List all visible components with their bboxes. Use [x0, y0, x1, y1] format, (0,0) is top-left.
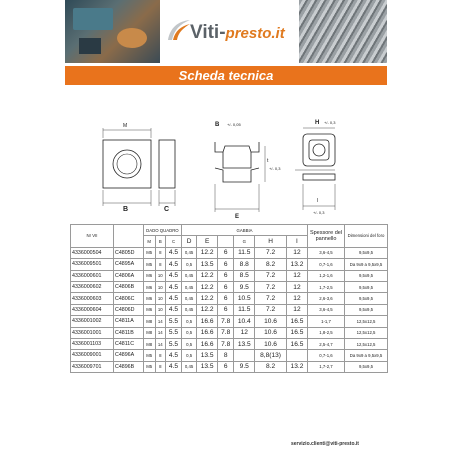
hdr-nr: Nr VII — [71, 225, 114, 248]
cell-g: 10.5 — [234, 293, 255, 304]
cell-b: 10 — [155, 281, 165, 292]
table-row — [71, 293, 388, 304]
cell-d: 0,5 — [182, 316, 197, 327]
cell-i: 16.5 — [286, 327, 307, 338]
cell-h: 7.2 — [255, 247, 287, 258]
cell-g — [234, 350, 255, 361]
cell-c: 4.5 — [165, 281, 181, 292]
cell-c: 5.5 — [165, 338, 181, 349]
cell-g: 12 — [234, 327, 255, 338]
hdr-dado: DADO QUADRO — [143, 225, 181, 236]
cell-i — [286, 350, 307, 361]
table-row — [71, 350, 388, 361]
cell-m: M6 — [143, 270, 155, 281]
cell-nr: 4336000601 — [71, 270, 114, 281]
cell-i: 12 — [286, 270, 307, 281]
tol-03a: +/- 0,3 — [269, 166, 281, 171]
table-row — [71, 281, 388, 292]
cell-f: 6 — [218, 281, 234, 292]
cell-d: 0,5 — [182, 350, 197, 361]
cell-f: 6 — [218, 304, 234, 315]
cell-m: M5 — [143, 259, 155, 270]
cell-f: 6 — [218, 259, 234, 270]
tol-005: +/- 0,05 — [227, 122, 241, 127]
cell-g: 11.5 — [234, 304, 255, 315]
cell-g: 8.5 — [234, 270, 255, 281]
cell-m: M5 — [143, 247, 155, 258]
cell-d: 0,45 — [182, 293, 197, 304]
cell-b: 8 — [155, 259, 165, 270]
cell-i: 13.2 — [286, 361, 307, 372]
hdr-g: G — [234, 236, 255, 247]
label-b2: B — [215, 122, 220, 128]
cage-top-view — [303, 134, 335, 166]
hdr-c: C — [165, 236, 181, 247]
brand-logo — [160, 0, 299, 63]
cell-g: 10.4 — [234, 316, 255, 327]
hdr-spessore: Spessore del pannello — [308, 225, 345, 248]
cell-code: C4805D — [114, 247, 144, 258]
nut-front-view — [103, 140, 151, 188]
hdr-m: M — [143, 236, 155, 247]
cell-sp: 0,7-1,6 — [308, 259, 345, 270]
cell-nr: 4336000504 — [71, 247, 114, 258]
cell-b: 10 — [155, 304, 165, 315]
swoosh-icon — [166, 18, 192, 42]
cell-i: 12 — [286, 281, 307, 292]
cell-b: 14 — [155, 316, 165, 327]
cell-nr: 4336001103 — [71, 338, 114, 349]
hdr-b: B — [155, 236, 165, 247]
screws-photo-icon — [299, 0, 387, 63]
spec-table — [70, 224, 388, 373]
label-b: B — [123, 206, 129, 213]
cell-b: 10 — [155, 293, 165, 304]
cell-h: 10.6 — [255, 327, 287, 338]
cell-e: 12.2 — [197, 304, 218, 315]
cell-code: C4896A — [114, 350, 144, 361]
cell-h: 7.2 — [255, 281, 287, 292]
cell-nr: 4336009701 — [71, 361, 114, 372]
cell-h: 7.2 — [255, 304, 287, 315]
cell-sp: 1,7-2,5 — [308, 281, 345, 292]
cell-d: 0,45 — [182, 247, 197, 258]
hdr-h: H — [255, 236, 287, 247]
cell-dim: 9,5x9,5 — [345, 293, 388, 304]
cell-d: 0,45 — [182, 270, 197, 281]
label-c: C — [164, 206, 170, 213]
cell-i: 16.5 — [286, 338, 307, 349]
cell-m: M8 — [143, 327, 155, 338]
cell-f: 6 — [218, 247, 234, 258]
cell-b: 8 — [155, 247, 165, 258]
cell-nr: 4336001001 — [71, 327, 114, 338]
cell-nr: 4336009001 — [71, 350, 114, 361]
cell-sp: 3,6-4,5 — [308, 247, 345, 258]
cell-b: 10 — [155, 270, 165, 281]
cell-h: 10.6 — [255, 316, 287, 327]
cell-dim: 9,5x9,5 — [345, 281, 388, 292]
cell-sp: 1,7-2,7 — [308, 361, 345, 372]
cell-code: C4896B — [114, 361, 144, 372]
cell-b: 8 — [155, 361, 165, 372]
cell-m: M8 — [143, 338, 155, 349]
cell-h: 7.2 — [255, 293, 287, 304]
cell-d: 0,5 — [182, 259, 197, 270]
cell-sp: 1-1,7 — [308, 316, 345, 327]
cell-m: M6 — [143, 304, 155, 315]
hdr-dimensioni: Dimensioni del foro — [345, 225, 388, 248]
cell-code: C4806A — [114, 270, 144, 281]
cell-dim: Da 9x9 a 9,5x9,5 — [345, 350, 388, 361]
table-row — [71, 270, 388, 281]
label-i: I — [317, 198, 319, 204]
hdr-i: I — [286, 236, 307, 247]
cell-g: 9.5 — [234, 361, 255, 372]
tol-03c: +/- 0,3 — [313, 210, 325, 215]
cell-nr: 4336000603 — [71, 293, 114, 304]
cell-c: 4.5 — [165, 350, 181, 361]
cell-f: 6 — [218, 293, 234, 304]
cell-e: 12.2 — [197, 270, 218, 281]
cell-d: 0,45 — [182, 281, 197, 292]
table-row — [71, 316, 388, 327]
cell-dim: 12,5x12,5 — [345, 316, 388, 327]
cell-code: C4811A — [114, 316, 144, 327]
header-banner — [65, 0, 387, 63]
cell-sp: 0,7-1,6 — [308, 350, 345, 361]
cell-i: 16.5 — [286, 316, 307, 327]
cell-c: 4.5 — [165, 293, 181, 304]
cell-dim: 9,5x9,5 — [345, 304, 388, 315]
cell-nr: 4336000604 — [71, 304, 114, 315]
cell-code: C4806B — [114, 281, 144, 292]
cell-g: 9.5 — [234, 281, 255, 292]
cell-code: C4811C — [114, 338, 144, 349]
cell-code: C4806C — [114, 293, 144, 304]
cell-e: 16.6 — [197, 338, 218, 349]
cell-m: M6 — [143, 281, 155, 292]
nut-side-view — [159, 140, 175, 188]
cell-sp: 2,6-3,6 — [308, 293, 345, 304]
label-t: t — [267, 158, 269, 164]
table-row — [71, 338, 388, 349]
cell-f: 8 — [218, 350, 234, 361]
cell-code: C4806D — [114, 304, 144, 315]
tol-03b: +/- 0,3 — [324, 120, 336, 125]
cell-g: 8.8 — [234, 259, 255, 270]
hdr-gabbia: GABBIA — [182, 225, 308, 236]
cell-sp: 3,6-4,5 — [308, 304, 345, 315]
cage-profile — [215, 142, 259, 152]
cell-f: 7.8 — [218, 316, 234, 327]
cell-g: 11.5 — [234, 247, 255, 258]
cell-nr: 4336000602 — [71, 281, 114, 292]
cell-m: M5 — [143, 361, 155, 372]
cell-sp: 1,8-2,5 — [308, 327, 345, 338]
cell-h: 8.2 — [255, 259, 287, 270]
cell-c: 4.5 — [165, 361, 181, 372]
cell-c: 4.5 — [165, 270, 181, 281]
cell-d: 0,45 — [182, 304, 197, 315]
cell-e: 13.5 — [197, 350, 218, 361]
cell-dim: Da 9x9 a 9,5x9,5 — [345, 259, 388, 270]
label-h: H — [315, 120, 320, 126]
label-m: M — [123, 123, 128, 129]
tools-photo-icon — [65, 0, 160, 63]
cell-i: 12 — [286, 247, 307, 258]
footer-email[interactable]: servizio.clienti@viti-presto.it — [291, 441, 359, 447]
cell-e: 16.6 — [197, 316, 218, 327]
cell-i: 13.2 — [286, 259, 307, 270]
cell-h: 8.2 — [255, 361, 287, 372]
cell-b: 8 — [155, 350, 165, 361]
cell-g: 13.5 — [234, 338, 255, 349]
cell-h: 8,8(13) — [255, 350, 287, 361]
cell-b: 14 — [155, 338, 165, 349]
cell-h: 10.6 — [255, 338, 287, 349]
table-row — [71, 259, 388, 270]
cell-f: 6 — [218, 361, 234, 372]
cell-dim: 9,5x9,5 — [345, 247, 388, 258]
cell-m: M5 — [143, 350, 155, 361]
table-row — [71, 327, 388, 338]
cell-nr: 4336009501 — [71, 259, 114, 270]
cell-b: 14 — [155, 327, 165, 338]
cell-i: 12 — [286, 304, 307, 315]
cell-dim: 12,5x12,5 — [345, 338, 388, 349]
cell-c: 4.5 — [165, 259, 181, 270]
hdr-d: D — [182, 236, 197, 247]
table-row — [71, 361, 388, 372]
cell-c: 5.5 — [165, 327, 181, 338]
cell-e: 13.5 — [197, 259, 218, 270]
cell-code: C4895A — [114, 259, 144, 270]
cell-d: 0,5 — [182, 327, 197, 338]
cell-f: 7.8 — [218, 338, 234, 349]
cell-i: 12 — [286, 293, 307, 304]
cell-nr: 4336001002 — [71, 316, 114, 327]
cell-sp: 2,5-4,7 — [308, 338, 345, 349]
cell-c: 5.5 — [165, 316, 181, 327]
cell-e: 12.2 — [197, 247, 218, 258]
logo-text: Viti-presto.it — [190, 22, 285, 43]
cell-e: 13.5 — [197, 361, 218, 372]
cell-dim: 9,5x9,5 — [345, 361, 388, 372]
cell-e: 12.2 — [197, 281, 218, 292]
cell-c: 4.5 — [165, 304, 181, 315]
hdr-e: E — [197, 236, 218, 247]
cell-code: C4811B — [114, 327, 144, 338]
cell-dim: 12,5x12,5 — [345, 327, 388, 338]
cell-sp: 1,2-1,6 — [308, 270, 345, 281]
cell-m: M6 — [143, 293, 155, 304]
technical-drawings — [65, 110, 387, 220]
cell-f: 7.8 — [218, 327, 234, 338]
cell-m: M8 — [143, 316, 155, 327]
cell-d: 0,45 — [182, 361, 197, 372]
cell-h: 7.2 — [255, 270, 287, 281]
table-row — [71, 247, 388, 258]
cell-c: 4.5 — [165, 247, 181, 258]
cell-e: 16.6 — [197, 327, 218, 338]
cell-d: 0,5 — [182, 338, 197, 349]
cell-f: 6 — [218, 270, 234, 281]
page-title: Scheda tecnica — [65, 66, 387, 85]
cell-e: 12.2 — [197, 293, 218, 304]
cell-dim: 9,5x9,5 — [345, 270, 388, 281]
table-row — [71, 304, 388, 315]
label-e: E — [235, 214, 240, 220]
